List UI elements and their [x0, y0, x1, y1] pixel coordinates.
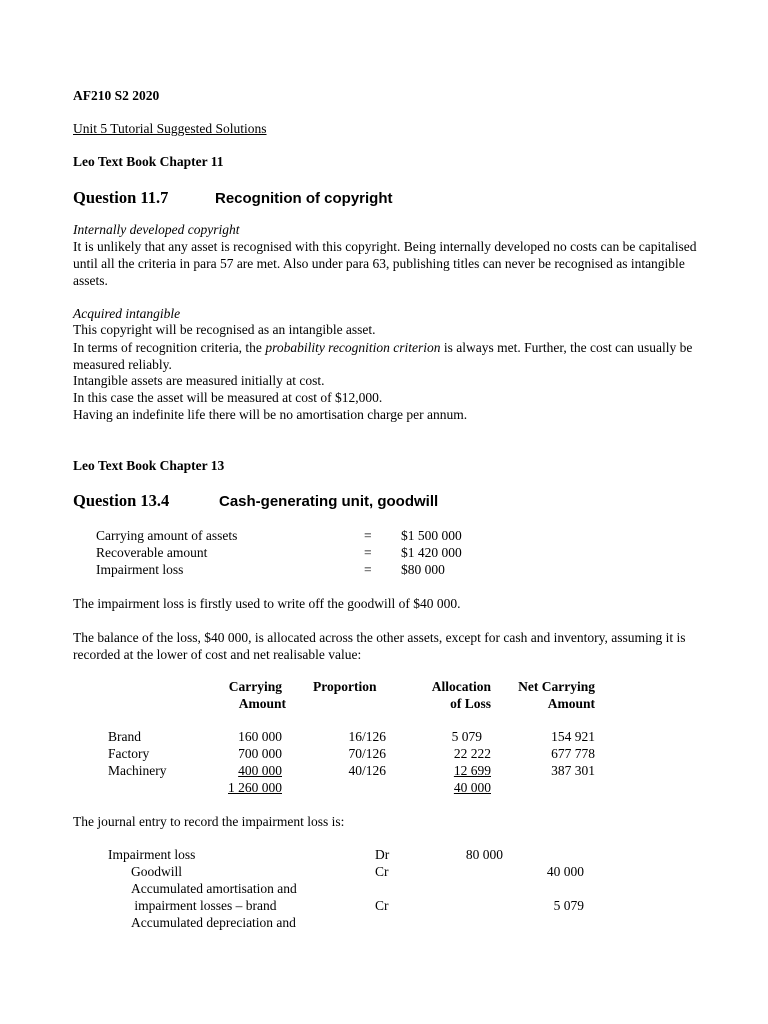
acquired-line-1: This copyright will be recognised as an intangible asset. — [73, 322, 376, 337]
table-cell-net: 154 921 — [551, 729, 595, 744]
summary-value: $1 500 000 — [401, 528, 462, 543]
table-cell-carrying: 700 000 — [238, 746, 282, 761]
table-cell-allocation: 12 699 — [453, 763, 491, 778]
col-header-allocation: Allocation — [431, 679, 491, 694]
summary-label: Carrying amount of assets — [96, 528, 238, 543]
question-11-7-title: Recognition of copyright — [215, 190, 393, 207]
journal-intro: The journal entry to record the impairment loss is: — [73, 814, 345, 829]
table-cell-net: 387 301 — [551, 763, 595, 778]
table-cell-proportion: 40/126 — [348, 763, 386, 778]
table-cell-carrying: 160 000 — [238, 729, 282, 744]
journal-account: Goodwill — [131, 864, 183, 879]
impairment-text-2: The balance of the loss, $40 000, is allocated across the other assets, except for cash and inventory, assuming it is recorded at the lower of cost and net realisable value: — [73, 630, 686, 662]
question-11-7-number: Question 11.7 — [73, 188, 169, 207]
journal-debit: 80 000 — [465, 847, 503, 862]
journal-credit: 40 000 — [546, 864, 584, 879]
unit-title: Unit 5 Tutorial Suggested Solutions — [73, 121, 267, 136]
journal-credit: 5 079 — [553, 898, 584, 913]
summary-value: $1 420 000 — [401, 545, 462, 560]
summary-label: Impairment loss — [96, 562, 184, 577]
col-header-net-carrying: Net Carrying — [518, 679, 595, 694]
table-cell-allocation: 5 079 — [451, 729, 482, 744]
acquired-intangible-heading: Acquired intangible — [73, 306, 181, 321]
col-header-carrying: Carrying — [228, 679, 282, 694]
table-total-allocation: 40 000 — [453, 780, 491, 795]
journal-account: impairment losses – brand — [131, 898, 277, 913]
journal-account: Accumulated depreciation and — [131, 915, 296, 930]
col-header-proportion: Proportion — [313, 679, 377, 694]
question-13-4-title: Cash-generating unit, goodwill — [219, 493, 439, 510]
acquired-line-4: In this case the asset will be measured at cost of $12,000. — [73, 390, 383, 405]
journal-drcr: Cr — [375, 898, 389, 913]
table-row-asset: Brand — [108, 729, 141, 744]
col-header-carrying: Amount — [238, 696, 286, 711]
table-cell-allocation: 22 222 — [453, 746, 491, 761]
chapter-11-heading: Leo Text Book Chapter 11 — [73, 154, 224, 169]
summary-eq: = — [364, 562, 372, 577]
acquired-line-5: Having an indefinite life there will be no amortisation charge per annum. — [73, 407, 468, 422]
question-13-4-number: Question 13.4 — [73, 491, 170, 510]
table-row-asset: Machinery — [108, 763, 167, 778]
table-total-carrying: 1 260 000 — [228, 780, 282, 795]
table-cell-net: 677 778 — [551, 746, 595, 761]
acquired-line-2: In terms of recognition criteria, the probability recognition criterion is always met. Further, the cost can usually be measured reliably. — [73, 340, 693, 372]
journal-account: Accumulated amortisation and — [131, 881, 297, 896]
journal-drcr: Dr — [375, 847, 390, 862]
internal-copyright-heading: Internally developed copyright — [73, 222, 240, 237]
chapter-13-heading: Leo Text Book Chapter 13 — [73, 458, 225, 473]
col-header-net-carrying: Amount — [547, 696, 595, 711]
journal-account: Impairment loss — [108, 847, 196, 862]
table-cell-proportion: 16/126 — [348, 729, 386, 744]
summary-eq: = — [364, 545, 372, 560]
table-cell-proportion: 70/126 — [348, 746, 386, 761]
acquired-line-3: Intangible assets are measured initially at cost. — [73, 373, 325, 388]
impairment-text-1: The impairment loss is firstly used to write off the goodwill of $40 000. — [73, 596, 461, 611]
journal-drcr: Cr — [375, 864, 389, 879]
internal-copyright-text: It is unlikely that any asset is recognised with this copyright. Being internally developed no costs can be capitalised until all the criteria in para 57 are met. Also under para 63, publishing titles can never be recognised as intangible assets. — [73, 239, 697, 288]
summary-label: Recoverable amount — [96, 545, 208, 560]
table-row-asset: Factory — [108, 746, 150, 761]
course-code: AF210 S2 2020 — [73, 88, 160, 103]
col-header-allocation: of Loss — [450, 696, 491, 711]
summary-value: $80 000 — [401, 562, 445, 577]
summary-eq: = — [364, 528, 372, 543]
table-cell-carrying: 400 000 — [238, 763, 282, 778]
